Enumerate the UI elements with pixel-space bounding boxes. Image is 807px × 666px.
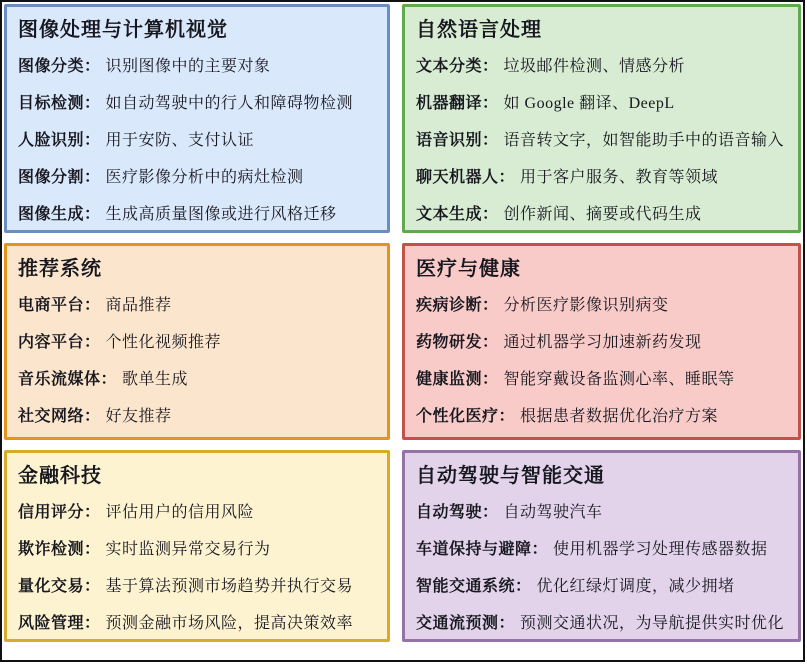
item-label: 图像生成： xyxy=(18,206,101,223)
card-item xyxy=(416,294,787,317)
card-healthcare xyxy=(402,243,801,440)
card-title: 推荐系统 xyxy=(18,258,102,280)
card-item xyxy=(416,368,787,391)
card-item xyxy=(18,501,376,524)
item-desc: 通过机器学习加速新药发现 xyxy=(503,334,702,351)
item-label: 社交网络： xyxy=(18,408,101,425)
item-label: 交通流预测： xyxy=(416,615,516,632)
card-item xyxy=(18,203,376,226)
card-title: 图像处理与计算机视觉 xyxy=(18,19,228,41)
item-label: 信用评分： xyxy=(18,504,101,521)
item-label: 智能交通系统： xyxy=(416,578,532,595)
card-item xyxy=(18,612,376,635)
card-title: 自动驾驶与智能交通 xyxy=(416,465,605,487)
card-item xyxy=(416,92,787,115)
item-desc: 如 Google 翻译、DeepL xyxy=(503,95,675,112)
item-label: 量化交易： xyxy=(18,578,101,595)
item-desc: 歌单生成 xyxy=(122,371,189,388)
item-desc: 识别图像中的主要对象 xyxy=(105,58,271,75)
item-label: 疾病诊断： xyxy=(416,297,499,314)
card-title: 医疗与健康 xyxy=(416,258,521,280)
item-label: 药物研发： xyxy=(416,334,499,351)
item-label: 车道保持与避障： xyxy=(416,541,549,558)
item-desc: 垃圾邮件检测、情感分析 xyxy=(503,58,686,75)
item-desc: 自动驾驶汽车 xyxy=(503,504,603,521)
item-label: 聊天机器人： xyxy=(416,169,516,186)
card-item xyxy=(416,538,787,561)
item-label: 图像分割： xyxy=(18,169,101,186)
card-item xyxy=(416,405,787,428)
item-desc: 生成高质量图像或进行风格迁移 xyxy=(105,206,337,223)
card-item xyxy=(416,575,787,598)
card-item xyxy=(18,129,376,152)
item-desc: 用于客户服务、教育等领域 xyxy=(520,169,719,186)
item-desc: 使用机器学习处理传感器数据 xyxy=(553,541,768,558)
item-label: 目标检测： xyxy=(18,95,101,112)
item-label: 健康监测： xyxy=(416,371,499,388)
card-item xyxy=(416,612,787,635)
card-fintech xyxy=(4,450,390,642)
item-desc: 实时监测异常交易行为 xyxy=(105,541,271,558)
card-item xyxy=(18,331,376,354)
item-desc: 语音转文字，如智能助手中的语音输入 xyxy=(503,132,785,149)
item-label: 图像分类： xyxy=(18,58,101,75)
cards-grid xyxy=(4,4,801,642)
card-nlp xyxy=(402,4,801,233)
item-desc: 评估用户的信用风险 xyxy=(105,504,255,521)
card-computer-vision xyxy=(4,4,390,233)
item-label: 自动驾驶： xyxy=(416,504,499,521)
card-item xyxy=(416,501,787,524)
item-label: 文本生成： xyxy=(416,206,499,223)
item-desc: 分析医疗影像识别病变 xyxy=(503,297,669,314)
item-desc: 预测交通状况，为导航提供实时优化 xyxy=(520,615,785,632)
card-title: 自然语言处理 xyxy=(416,19,542,41)
card-item xyxy=(416,55,787,78)
item-desc: 优化红绿灯调度，减少拥堵 xyxy=(536,578,735,595)
card-item xyxy=(18,575,376,598)
item-desc: 预测金融市场风险，提高决策效率 xyxy=(105,615,354,632)
item-desc: 商品推荐 xyxy=(105,297,172,314)
item-desc: 根据患者数据优化治疗方案 xyxy=(520,408,719,425)
card-item xyxy=(18,92,376,115)
item-label: 音乐流媒体： xyxy=(18,371,118,388)
item-label: 电商平台： xyxy=(18,297,101,314)
card-item xyxy=(416,166,787,189)
card-item xyxy=(18,294,376,317)
card-item xyxy=(416,129,787,152)
card-item xyxy=(416,203,787,226)
card-autonomous-driving xyxy=(402,450,801,642)
item-label: 文本分类： xyxy=(416,58,499,75)
item-desc: 基于算法预测市场趋势并执行交易 xyxy=(105,578,354,595)
card-item xyxy=(416,331,787,354)
item-label: 个性化医疗： xyxy=(416,408,516,425)
item-label: 风险管理： xyxy=(18,615,101,632)
item-label: 欺诈检测： xyxy=(18,541,101,558)
item-desc: 智能穿戴设备监测心率、睡眠等 xyxy=(503,371,735,388)
card-item xyxy=(18,538,376,561)
item-label: 人脸识别： xyxy=(18,132,101,149)
item-label: 机器翻译： xyxy=(416,95,499,112)
card-item xyxy=(18,368,376,391)
item-desc: 用于安防、支付认证 xyxy=(105,132,255,149)
card-recommendation xyxy=(4,243,390,440)
card-item xyxy=(18,166,376,189)
card-item xyxy=(18,405,376,428)
card-item xyxy=(18,55,376,78)
item-desc: 医疗影像分析中的病灶检测 xyxy=(105,169,304,186)
item-desc: 个性化视频推荐 xyxy=(105,334,222,351)
item-desc: 好友推荐 xyxy=(105,408,172,425)
item-label: 语音识别： xyxy=(416,132,499,149)
item-desc: 如自动驾驶中的行人和障碍物检测 xyxy=(105,95,354,112)
item-label: 内容平台： xyxy=(18,334,101,351)
item-desc: 创作新闻、摘要或代码生成 xyxy=(503,206,702,223)
card-title: 金融科技 xyxy=(18,465,102,487)
